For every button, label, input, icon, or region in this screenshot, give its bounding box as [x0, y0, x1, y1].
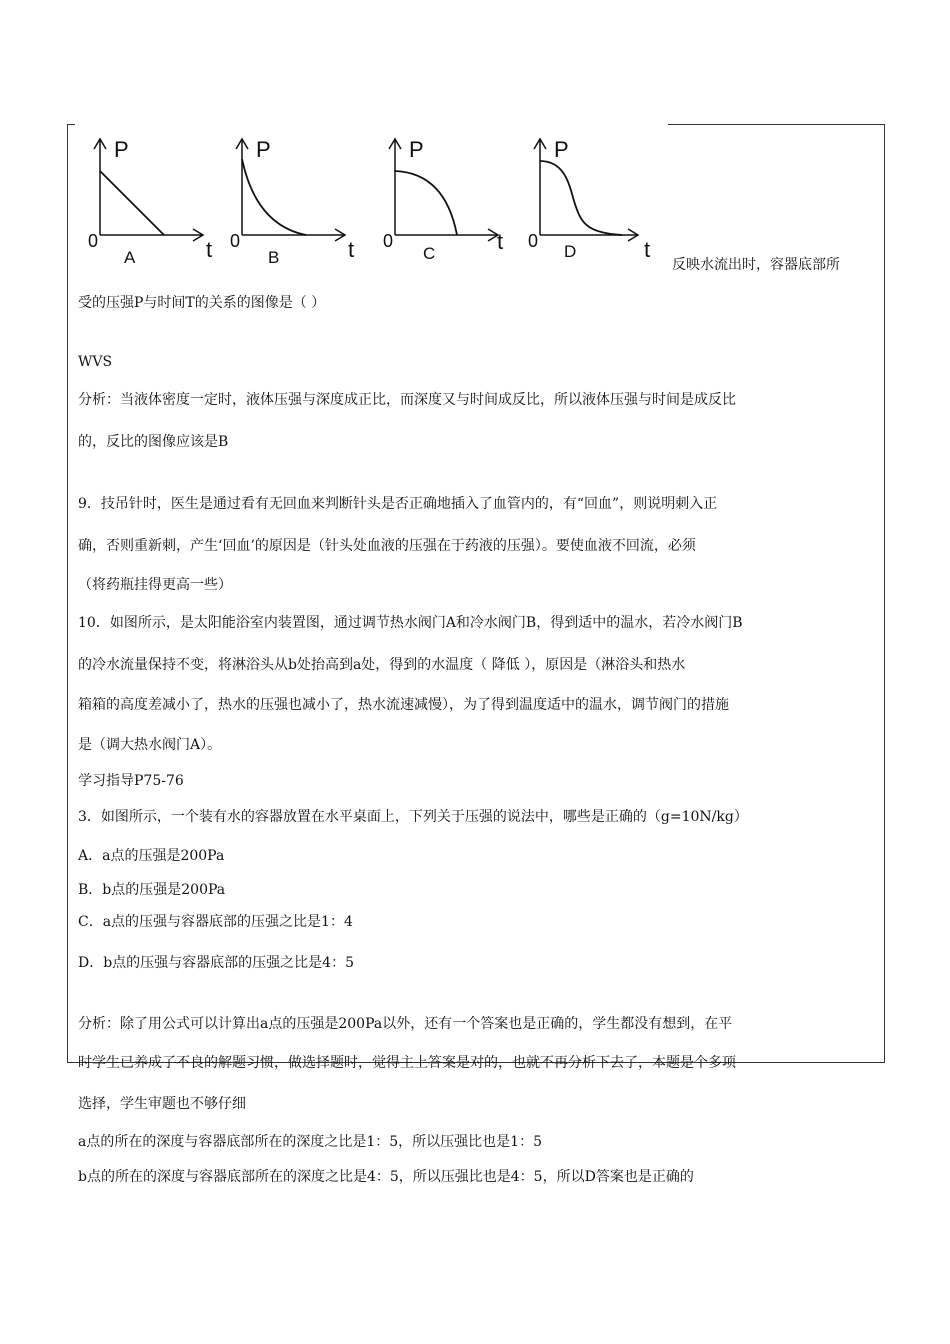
graph-a-svg [78, 127, 228, 267]
origin-label: 0 [88, 231, 99, 251]
origin-label: 0 [528, 231, 539, 251]
question-10-line-1: 10．如图所示，是太阳能浴室内装置图，通过调节热水阀门A和冷水阀门B，得到适中的温水，若冷水阀门B [78, 615, 743, 631]
answer-code: WVS [78, 354, 113, 370]
question-10-line-3: 箱箱的高度差减小了，热水的压强也减小了，热水流速减慢），为了得到温度适中的温水，调节阀门的措施 [78, 697, 729, 713]
t-axis-label: t [206, 237, 213, 262]
graph-d-svg [518, 127, 668, 267]
graph-label: D [564, 242, 577, 261]
question-9-line-3: （将药瓶挂得更高一些） [78, 577, 232, 593]
question-10-line-4: 是（调大热水阀门A）。 [78, 737, 222, 753]
analysis-3-line-4: a点的所在的深度与容器底部所在的深度之比是1：5，所以压强比也是1：5 [78, 1134, 542, 1150]
option-d: D．b点的压强与容器底部的压强之比是4：5 [78, 955, 354, 971]
p-axis-label: P [554, 137, 569, 162]
question-9-line-2: 确，否则重新刺，产生‘回血’的原因是（针头处血液的压强在于药液的压强）。要使血液不回流，必须 [78, 538, 696, 554]
p-axis-label: P [409, 137, 424, 162]
t-axis-label: t [644, 237, 651, 262]
graph-a [78, 127, 228, 267]
graph-c-svg [373, 127, 523, 267]
section-heading: 学习指导P75-76 [78, 773, 184, 789]
origin-label: 0 [230, 231, 241, 251]
question-3-stem: 3．如图所示，一个装有水的容器放置在水平桌面上，下列关于压强的说法中，哪些是正确的（g=10N/kg） [78, 809, 748, 825]
analysis-3-line-2: 时学生已养成了不良的解题习惯，做选择题时，觉得主上答案是对的，也就不再分析下去了，本题是个多项 [78, 1055, 736, 1071]
graph-b [220, 127, 370, 267]
question-9-line-1: 9．技吊针时，医生是通过看有无回血来判断针头是否正确地插入了血管内的，有“回血”，则说明刺入正 [78, 496, 718, 512]
origin-label: 0 [383, 231, 394, 251]
t-axis-label: t [497, 229, 504, 254]
analysis-8-line-2: 的，反比的图像应该是B [78, 434, 229, 450]
analysis-3-line-5: b点的所在的深度与容器底部所在的深度之比是4：5，所以压强比也是4：5，所以D答案也是正确的 [78, 1169, 694, 1185]
p-axis-label: P [114, 137, 129, 162]
graph-c-curve [395, 171, 457, 235]
p-axis-label: P [256, 137, 271, 162]
analysis-3-line-1: 分析：除了用公式可以计算出a点的压强是200Pa以外，还有一个答案也是正确的，学生都没有想到，在平 [78, 1016, 733, 1032]
graph-label: A [124, 248, 136, 267]
option-a: A．a点的压强是200Pa [78, 848, 225, 864]
t-axis-label: t [348, 237, 355, 262]
question-8-text-tail: 反映水流出时，容器底部所 [672, 257, 840, 273]
option-c: C．a点的压强与容器底部的压强之比是1：4 [78, 914, 353, 930]
analysis-3-line-3: 选择，学生审题也不够仔细 [78, 1096, 246, 1112]
graph-c [373, 127, 523, 267]
graph-a-curve [100, 171, 164, 235]
graph-d-curve [540, 161, 622, 235]
graph-label: B [268, 248, 280, 267]
question-8-line: 受的压强P与时间T的关系的图像是（ ） [78, 295, 326, 311]
graph-d [518, 127, 668, 267]
graph-label: C [423, 244, 436, 263]
graph-b-curve [242, 159, 306, 235]
option-b: B．b点的压强是200Pa [78, 882, 226, 898]
graph-b-svg [220, 127, 370, 267]
analysis-8-line-1: 分析：当液体密度一定时，液体压强与深度成正比，而深度又与时间成反比，所以液体压强与时间是成反比 [78, 392, 736, 408]
pressure-time-graphs [78, 127, 668, 267]
question-10-line-2: 的冷水流量保持不变，将淋浴头从b处抬高到a处，得到的水温度（ 降低 ），原因是（淋浴头和热水 [78, 657, 686, 673]
